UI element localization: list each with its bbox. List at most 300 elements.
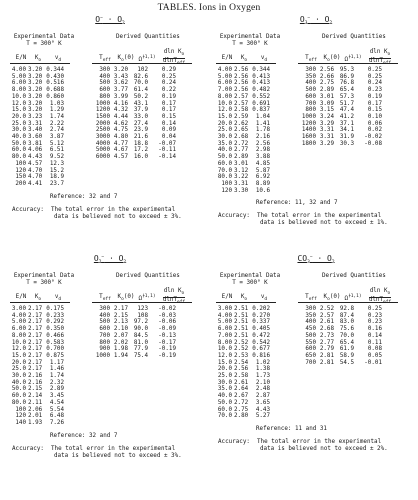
derived-cell: -0.19 — [158, 352, 176, 359]
derived-cell: 300 — [305, 67, 316, 73]
derived-cell: 4.67 — [113, 147, 128, 154]
exp-cell: 2.51 — [234, 306, 249, 312]
exp-cell: 3.31 — [234, 180, 249, 187]
col-header-dlnk: $\frac{dln K_o}{dlnT_{eff}}$ — [368, 288, 392, 305]
exp-cell: 2.22 — [49, 120, 64, 127]
exp-cell: 15.0 — [11, 107, 26, 114]
accuracy-note: Accuracy: The total error in the experimental — [12, 206, 176, 213]
col-header-vd: $v_d$ — [54, 55, 62, 63]
col-header-vd: $v_d$ — [260, 55, 268, 63]
exp-cell: 3.23 — [28, 113, 43, 120]
col-header-omega: Ω̄$^{(1,1)}$ — [344, 294, 362, 302]
derived-cell: 61.4 — [133, 87, 148, 94]
exp-cell: 120 — [221, 187, 232, 194]
exp-cell: 4.57 — [28, 160, 43, 167]
derived-cell: 600 — [305, 346, 316, 353]
exp-cell: 15.0 — [217, 359, 232, 366]
exp-cell: 2.17 — [28, 366, 43, 373]
exp-cell: 2.72 — [234, 399, 249, 406]
exp-cell: 2.56 — [234, 73, 249, 80]
exp-cell: 30.0 — [11, 127, 26, 134]
exp-cell: 0.816 — [252, 352, 270, 359]
accuracy-note-continued: data is believed not to exceed ± 1%. — [260, 220, 388, 227]
exp-cell: 0.466 — [46, 332, 64, 339]
exp-cell: 140 — [15, 419, 26, 426]
exp-cell: 25.0 — [11, 120, 26, 127]
exp-cell: 0.691 — [252, 100, 270, 107]
ion-table-panel — [10, 14, 210, 250]
exp-cell: 0.270 — [252, 312, 270, 319]
derived-cell: 3.20 — [113, 67, 128, 73]
exp-cell: 10.0 — [217, 100, 232, 107]
exp-cell: 5.00 — [217, 73, 232, 80]
exp-cell: 35.0 — [217, 386, 232, 393]
exp-cell: 0.233 — [46, 312, 64, 319]
header-rule-derived — [298, 63, 398, 64]
derived-cell: 3.29 — [319, 120, 334, 127]
exp-cell: 3.20 — [28, 73, 43, 80]
derived-cell: 500 — [99, 319, 110, 326]
exp-cell: 0.837 — [252, 107, 270, 114]
derived-cell: 0.24 — [161, 80, 176, 87]
exp-cell: 2.59 — [234, 113, 249, 120]
derived-cell: 0.19 — [161, 93, 176, 100]
col-header-ko: $K_o$ — [34, 55, 42, 63]
derived-cell: 6000 — [95, 154, 110, 161]
exp-cell: 4.43 — [28, 154, 43, 161]
temperature-label: T = 300° K — [26, 280, 62, 286]
derived-cell: 4000 — [95, 140, 110, 147]
derived-cell: 3.15 — [319, 107, 334, 114]
exp-cell: 50.0 — [217, 399, 232, 406]
derived-cell: 27.4 — [133, 120, 148, 127]
exp-cell: 0.516 — [46, 80, 64, 87]
exp-cell: 2.57 — [234, 93, 249, 100]
derived-cell: 4.62 — [113, 120, 128, 127]
exp-cell: 2.61 — [234, 379, 249, 386]
accuracy-note-continued: data is believed not to exceed ± 3%. — [54, 452, 182, 459]
derived-cell: 75.4 — [133, 352, 148, 359]
derived-cell: 600 — [99, 87, 110, 94]
ion-table-panel — [216, 14, 416, 250]
derived-cell: 0.16 — [367, 326, 382, 333]
derived-quantities-heading: Derived Quantities — [116, 273, 180, 279]
reference-note: Reference: 32 and 7 — [50, 193, 118, 200]
exp-cell: 1.46 — [49, 366, 64, 373]
header-rule-exp — [10, 302, 70, 303]
exp-cell: 2.98 — [255, 147, 270, 154]
derived-cell: 4.16 — [113, 100, 128, 107]
exp-cell: 12.0 — [11, 100, 26, 107]
derived-cell: 4.75 — [113, 127, 128, 134]
exp-cell: 2.56 — [234, 366, 249, 373]
derived-cell: 31.9 — [339, 134, 354, 140]
derived-cell: 0.24 — [367, 80, 382, 87]
exp-cell: 6.48 — [49, 413, 64, 420]
derived-cell: 2.02 — [113, 339, 128, 346]
exp-cell: 3.20 — [28, 100, 43, 107]
exp-cell: 23.7 — [49, 180, 64, 187]
exp-cell: 1.78 — [255, 127, 270, 134]
exp-cell: 2.80 — [234, 413, 249, 420]
exp-cell: 15.2 — [49, 167, 64, 174]
exp-cell: 20.0 — [217, 120, 232, 127]
derived-cell: 300 — [305, 306, 316, 312]
derived-cell: 87.4 — [339, 312, 354, 319]
derived-cell: 600 — [99, 326, 110, 333]
exp-cell: 30.0 — [217, 379, 232, 386]
derived-cell: 37.1 — [339, 120, 354, 127]
exp-cell: 5.00 — [217, 319, 232, 326]
derived-cell: 1.94 — [113, 352, 128, 359]
exp-cell: 6.51 — [49, 147, 64, 154]
col-header-en: E/N — [221, 55, 233, 61]
derived-cell: 76.8 — [339, 80, 354, 87]
exp-cell: 9.52 — [49, 154, 64, 161]
exp-cell: 3.65 — [255, 399, 270, 406]
derived-cell: 0.23 — [367, 319, 382, 326]
experimental-data-heading: Experimental Data — [219, 273, 281, 279]
exp-cell: 0.860 — [46, 93, 64, 100]
exp-cell: 3.45 — [49, 393, 64, 400]
exp-cell: 3.00 — [11, 306, 26, 312]
ion-o3-minus-heading: $O_3^- \cdot O_2$ — [299, 15, 333, 26]
derived-cell: 2.73 — [319, 332, 334, 339]
derived-cell: 500 — [305, 332, 316, 339]
reference-note: Reference: 11 and 31 — [256, 425, 327, 432]
exp-cell: 4.00 — [217, 67, 232, 73]
derived-cell: 81.0 — [133, 339, 148, 346]
experimental-data-heading: Experimental Data — [219, 34, 281, 40]
derived-cell: 0.17 — [367, 100, 382, 107]
col-header-vd: $v_d$ — [54, 294, 62, 302]
exp-cell: 0.542 — [252, 339, 270, 346]
derived-cell: 2.66 — [319, 73, 334, 80]
header-rule-exp — [216, 63, 276, 64]
col-header-dlnk: $\frac{dln K_o}{dlnT_{eff}}$ — [162, 288, 186, 305]
exp-cell: 0.413 — [252, 73, 270, 80]
exp-cell: 2.48 — [255, 386, 270, 393]
derived-cell: -0.06 — [158, 319, 176, 326]
exp-cell: 5.00 — [11, 73, 26, 80]
derived-cell: 4.57 — [113, 154, 128, 161]
derived-cell: 350 — [305, 73, 316, 80]
col-header-ko0: $K_o(0)$ — [117, 294, 135, 302]
derived-cell: -0.17 — [158, 339, 176, 346]
exp-cell: 0.700 — [46, 346, 64, 353]
exp-cell: 8.00 — [11, 332, 26, 339]
derived-quantities-heading: Derived Quantities — [322, 34, 386, 40]
derived-cell: 0.09 — [161, 127, 176, 134]
exp-cell: 2.17 — [28, 312, 43, 319]
derived-cell: 2.75 — [319, 80, 334, 87]
derived-cell: 2000 — [95, 120, 110, 127]
derived-cell: 0.22 — [161, 87, 176, 94]
col-header-omega: Ω̄$^{(1,1)}$ — [138, 55, 156, 63]
exp-cell: 8.00 — [217, 93, 232, 100]
exp-cell: 10.0 — [11, 93, 26, 100]
col-header-vd: $v_d$ — [260, 294, 268, 302]
exp-cell: 3.00 — [217, 306, 232, 312]
exp-cell: 70.0 — [217, 413, 232, 420]
exp-cell: 3.60 — [28, 134, 43, 140]
exp-cell: 0.875 — [46, 352, 64, 359]
exp-cell: 0.337 — [252, 319, 270, 326]
derived-cell: 2.10 — [113, 326, 128, 333]
accuracy-note: Accuracy: The total error in the experimental — [218, 213, 382, 220]
derived-cell: 2.61 — [319, 319, 334, 326]
derived-cell: 2500 — [95, 127, 110, 134]
derived-cell: 1400 — [301, 127, 316, 134]
derived-cell: 3.31 — [319, 127, 334, 134]
exp-cell: 2.17 — [28, 326, 43, 333]
exp-cell: 6.92 — [255, 174, 270, 181]
exp-cell: 200 — [15, 180, 26, 187]
derived-cell: 90.0 — [133, 326, 148, 333]
derived-cell: 0.29 — [161, 67, 176, 73]
derived-cell: 0.25 — [367, 73, 382, 80]
exp-cell: 80.0 — [217, 174, 232, 181]
accuracy-note: Accuracy: The total error in the experimental — [12, 445, 176, 452]
derived-cell: -0.02 — [158, 306, 176, 312]
exp-cell: 2.75 — [234, 406, 249, 413]
exp-cell: 3.20 — [28, 87, 43, 94]
exp-cell: 120 — [15, 167, 26, 174]
derived-cell: 84.5 — [133, 332, 148, 339]
exp-cell: 4.54 — [49, 399, 64, 406]
exp-cell: 2.51 — [234, 312, 249, 319]
derived-cell: 3.43 — [113, 73, 128, 80]
derived-cell: 2.56 — [319, 67, 334, 73]
exp-cell: 4.43 — [255, 406, 270, 413]
exp-cell: 40.0 — [217, 147, 232, 154]
derived-cell: 43.1 — [133, 100, 148, 107]
derived-cell: 108 — [137, 312, 148, 319]
col-header-teff: $T_{eff}$ — [305, 55, 317, 63]
exp-cell: 0.688 — [46, 87, 64, 94]
exp-cell: 4.85 — [255, 160, 270, 167]
col-header-ko0: $K_o(0)$ — [323, 294, 341, 302]
exp-cell: 2.89 — [234, 154, 249, 161]
exp-cell: 0.350 — [46, 326, 64, 333]
header-rule-derived — [92, 63, 192, 64]
temperature-label: T = 300° K — [232, 41, 268, 47]
exp-cell: 10.6 — [255, 187, 270, 194]
exp-cell: 4.00 — [217, 312, 232, 319]
exp-cell: 2.53 — [234, 352, 249, 359]
derived-cell: 65.4 — [339, 339, 354, 346]
derived-quantities-heading: Derived Quantities — [116, 34, 180, 40]
exp-cell: 0.482 — [252, 87, 270, 94]
derived-cell: 3.09 — [319, 100, 334, 107]
derived-cell: 54.5 — [339, 359, 354, 366]
exp-cell: 20.0 — [11, 359, 26, 366]
exp-cell: 5.54 — [49, 406, 64, 413]
exp-cell: 2.16 — [28, 379, 43, 386]
derived-cell: 0.23 — [367, 87, 382, 94]
exp-cell: 7.26 — [49, 419, 64, 426]
col-header-ko: $K_o$ — [240, 55, 248, 63]
derived-cell: 16.0 — [133, 154, 148, 161]
col-header-omega: Ω̄$^{(1,1)}$ — [344, 55, 362, 63]
derived-cell: 2.52 — [319, 306, 334, 312]
exp-cell: 0.292 — [46, 319, 64, 326]
exp-cell: 6.00 — [11, 326, 26, 333]
accuracy-note-continued: data is believed not to exceed ± 3%. — [54, 213, 182, 220]
derived-cell: 92.8 — [339, 306, 354, 312]
exp-cell: 2.51 — [234, 319, 249, 326]
exp-cell: 1.02 — [255, 359, 270, 366]
derived-cell: 500 — [305, 87, 316, 94]
header-rule-derived — [298, 302, 398, 303]
accuracy-note-continued: data is believed not to exceed ± 2%. — [260, 445, 388, 452]
exp-cell: 4.06 — [28, 147, 43, 154]
exp-cell: 1.74 — [49, 373, 64, 379]
exp-cell: 5.27 — [255, 413, 270, 420]
exp-cell: 80.0 — [11, 399, 26, 406]
exp-cell: 3.87 — [49, 134, 64, 140]
exp-cell: 25.0 — [217, 127, 232, 134]
derived-quantities-heading: Derived Quantities — [322, 273, 386, 279]
exp-cell: 2.89 — [49, 386, 64, 393]
exp-cell: 5.12 — [49, 140, 64, 147]
derived-cell: 4.44 — [113, 113, 128, 120]
derived-cell: 500 — [99, 80, 110, 87]
exp-cell: 60.0 — [11, 147, 26, 154]
col-header-en: E/N — [15, 294, 27, 300]
derived-cell: 1.98 — [113, 346, 128, 353]
exp-cell: 2.17 — [28, 306, 43, 312]
derived-cell: -0.09 — [158, 326, 176, 333]
derived-cell: 0.10 — [367, 113, 382, 120]
col-header-en: E/N — [221, 294, 233, 300]
exp-cell: 30.0 — [11, 373, 26, 379]
derived-cell: 1600 — [301, 134, 316, 140]
derived-cell: 700 — [305, 359, 316, 366]
derived-cell: 700 — [305, 100, 316, 107]
header-rule-derived — [92, 302, 192, 303]
reference-note: Reference: 11, 32 and 7 — [256, 200, 338, 207]
exp-cell: 3.31 — [28, 120, 43, 127]
derived-cell: 3.31 — [319, 134, 334, 140]
exp-cell: 40.0 — [11, 134, 26, 140]
derived-cell: 37.9 — [133, 107, 148, 114]
exp-cell: 12.0 — [11, 346, 26, 353]
derived-cell: 2.79 — [319, 346, 334, 353]
exp-cell: 2.68 — [234, 134, 249, 140]
derived-cell: 2.07 — [113, 332, 128, 339]
exp-cell: 60.0 — [217, 406, 232, 413]
exp-cell: 10.0 — [11, 339, 26, 346]
derived-cell: 5000 — [95, 147, 110, 154]
derived-cell: 1000 — [95, 352, 110, 359]
derived-cell: 0.25 — [367, 67, 382, 73]
derived-cell: -0.19 — [158, 346, 176, 353]
exp-cell: 0.344 — [46, 67, 64, 73]
exp-cell: 8.00 — [217, 339, 232, 346]
derived-cell: 800 — [305, 107, 316, 114]
derived-cell: 0.11 — [367, 339, 382, 346]
derived-cell: 800 — [99, 339, 110, 346]
exp-cell: 2.58 — [234, 373, 249, 379]
exp-cell: 12.3 — [49, 160, 64, 167]
derived-cell: 700 — [99, 332, 110, 339]
derived-cell: 0.17 — [161, 100, 176, 107]
exp-cell: 7.00 — [217, 87, 232, 94]
exp-cell: 2.58 — [234, 107, 249, 114]
derived-cell: -0.07 — [158, 140, 176, 147]
derived-cell: 0.14 — [161, 120, 176, 127]
derived-cell: 21.6 — [133, 134, 148, 140]
exp-cell: 1.73 — [255, 373, 270, 379]
derived-cell: 0.02 — [367, 127, 382, 134]
derived-cell: 0.23 — [367, 312, 382, 319]
exp-cell: 2.54 — [234, 359, 249, 366]
derived-cell: 2.89 — [319, 87, 334, 94]
exp-cell: 0.405 — [252, 326, 270, 333]
derived-cell: 17.2 — [133, 147, 148, 154]
derived-cell: 3.99 — [113, 93, 128, 100]
exp-cell: 0.430 — [46, 73, 64, 80]
exp-cell: 2.74 — [49, 127, 64, 134]
exp-cell: 120 — [15, 413, 26, 420]
exp-cell: 0.472 — [252, 332, 270, 339]
exp-cell: 2.65 — [234, 127, 249, 134]
col-header-teff: $T_{eff}$ — [99, 294, 111, 302]
derived-cell: 50.2 — [133, 93, 148, 100]
derived-cell: 0.19 — [367, 93, 382, 100]
derived-cell: 61.9 — [339, 346, 354, 353]
col-header-ko: $K_o$ — [240, 294, 248, 302]
derived-cell: 4.77 — [113, 140, 128, 147]
derived-cell: 33.0 — [133, 113, 148, 120]
exp-cell: 2.56 — [234, 80, 249, 87]
reference-note: Reference: 32 and 7 — [50, 432, 118, 439]
derived-cell: 4.32 — [113, 107, 128, 114]
derived-cell: 4.80 — [113, 134, 128, 140]
ion-o-minus-heading: $O^- \cdot O_2$ — [95, 15, 125, 26]
derived-cell: 1200 — [301, 120, 316, 127]
derived-cell: -0.01 — [364, 359, 382, 366]
derived-cell: 82.6 — [133, 73, 148, 80]
exp-cell: 1.17 — [49, 359, 64, 366]
exp-cell: 100 — [15, 160, 26, 167]
exp-cell: 1.03 — [49, 100, 64, 107]
derived-cell: 300 — [99, 67, 110, 73]
derived-cell: -0.11 — [158, 147, 176, 154]
exp-cell: 3.20 — [28, 93, 43, 100]
exp-cell: 2.06 — [28, 406, 43, 413]
exp-cell: 2.17 — [28, 339, 43, 346]
page-title: TABLES. Ions in Oxygen — [157, 3, 261, 13]
exp-cell: 6.00 — [217, 326, 232, 333]
derived-cell: 0.25 — [367, 306, 382, 312]
exp-cell: 2.16 — [255, 134, 270, 140]
exp-cell: 2.52 — [234, 346, 249, 353]
derived-cell: 650 — [305, 352, 316, 359]
derived-cell: 18.8 — [133, 140, 148, 147]
exp-cell: 7.00 — [217, 332, 232, 339]
exp-cell: 3.20 — [28, 67, 43, 73]
derived-cell: 3.24 — [319, 113, 334, 120]
exp-cell: 6.00 — [11, 80, 26, 87]
derived-cell: 2.17 — [113, 306, 128, 312]
exp-cell: 12.0 — [217, 107, 232, 114]
col-header-en: E/N — [15, 55, 27, 61]
exp-cell: 3.01 — [234, 160, 249, 167]
exp-cell: 2.77 — [234, 147, 249, 154]
derived-cell: 75.6 — [339, 326, 354, 333]
